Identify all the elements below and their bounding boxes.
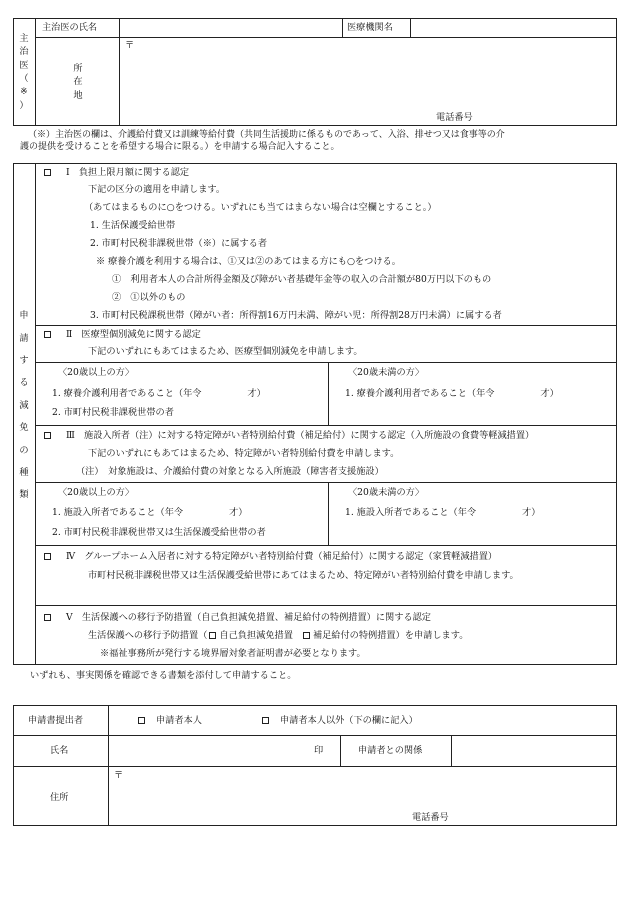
institution-field[interactable] [412,19,615,36]
section-3-under20-item[interactable]: 1. 施設入所者であること（年令 才） [345,507,541,518]
vertical-char: 医 [19,59,29,71]
submitter-self-checkbox[interactable] [138,717,145,724]
section-1-title: Ⅰ 負担上限月額に関する認定 [44,167,189,179]
section-5-line: 生活保護への移行予防措置（ 自己負担減免措置 補足給付の特例措置）を申請します。 [88,630,469,641]
seal-mark: 印 [314,745,324,756]
doctor-postal-mark: 〒 [125,40,135,51]
submitter-address-field[interactable] [110,782,615,810]
doctor-note: （※）主治医の欄は、介護給付費又は訓練等給付費（共同生活援助に係るものであって、入浴、排せつ又は食事等の介 [28,130,505,140]
section-3-checkbox[interactable] [44,432,51,439]
attachment-note: いずれも、事実関係を確認できる書類を添付して申請すること。 [30,670,297,681]
submitter-option-self[interactable]: 申請者本人 [138,715,202,727]
section-4-checkbox[interactable] [44,553,51,560]
vertical-char: 申 [19,310,29,322]
reduction-side-label [13,300,35,520]
vertical-char: る [19,377,29,389]
section-1-line: （あてはまるものに○をつける。いずれにも当てはまらない場合は空欄とすること。） [84,202,437,213]
section-3-over20-label: 〈20歳以上の方〉 [58,487,135,498]
section-2-line: 下記のいずれにもあてはまるため、医療型個別減免を申請します。 [88,346,363,357]
section-2-title: Ⅱ 医療型個別減免に関する認定 [44,329,201,341]
doctor-name-label: 主治医の氏名 [42,22,98,33]
submitter-address-label: 住所 [50,792,69,803]
vertical-char: 主 [19,32,29,44]
section-3-title: Ⅲ 施設入所者（注）に対する特定障がい者特別給付費（補足給付）に関する認定（入所施設の食費等軽減措置） [44,430,534,442]
doctor-address-field[interactable] [121,52,615,108]
section-1-checkbox[interactable] [44,169,51,176]
section-1-option[interactable]: 3. 市町村民税課税世帯（障がい者：所得割16万円未満、障がい児：所得割28万円未満）に属する者 [90,310,502,321]
section-3-under20-label: 〈20歳未満の方〉 [348,487,425,498]
section-2-under20-item[interactable]: 1. 療養介護利用者であること（年令 才） [345,388,559,399]
section-2-checkbox[interactable] [44,331,51,338]
vertical-char: （ [19,73,29,84]
submitter-other-checkbox[interactable] [262,717,269,724]
institution-label: 医療機関名 [347,22,393,33]
self-burden-checkbox[interactable] [209,632,216,639]
section-5-note: ※福祉事務所が発行する境界層対象者証明書が必要となります。 [100,648,366,659]
submitter-option-other[interactable]: 申請者本人以外（下の欄に記入） [262,715,418,727]
section-3-line: 下記のいずれにもあてはまるため、特定障がい者特別給付費を申請します。 [88,448,400,459]
vertical-char: 類 [19,489,29,501]
section-4-line: 市町村民税非課税世帯又は生活保護受給世帯にあてはまるため、特定障がい者特別給付費を申請します。 [88,570,519,581]
vertical-char: 種 [19,466,29,478]
section-5-checkbox[interactable] [44,614,51,621]
section-1-line: 下記の区分の適用を申請します。 [88,184,226,195]
section-1-line: ※ 療養介護を利用する場合は、①又は②のあてはまる方にも○をつける。 [96,256,401,267]
submitter-name-field[interactable] [110,736,310,765]
section-1-option[interactable]: ① 利用者本人の合計所得金額及び障がい者基礎年金等の収入の合計額が80万円以下のもの [112,274,492,285]
doctor-note-2: 護の提供を受けることを希望する場合に限る。）を申請する場合記入すること。 [20,142,340,152]
section-5-title: Ⅴ 生活保護への移行予防措置（自己負担減免措置、補足給付の特例措置）に関する認定 [44,612,431,624]
vertical-char: す [19,355,29,367]
section-1-option[interactable]: 1. 生活保護受給世帯 [90,220,176,231]
vertical-char: 減 [19,399,29,411]
section-1-option[interactable]: 2. 市町村民税非課税世帯（※）に属する者 [90,238,268,249]
submitter-phone-label: 電話番号 [412,812,449,823]
vertical-char: の [19,444,29,456]
relation-label: 申請者との関係 [358,745,423,756]
section-1-option[interactable]: ② ①以外のもの [112,292,186,303]
submitter-postal-mark: 〒 [114,770,124,781]
section-3-over20-item[interactable]: 1. 施設入所者であること（年令 才） [52,507,248,518]
section-2-under20-label: 〈20歳未満の方〉 [348,367,425,378]
vertical-char: 免 [19,422,29,434]
special-benefit-checkbox[interactable] [303,632,310,639]
vertical-char: 在 [73,76,83,88]
section-4-title: Ⅳ グループホーム入居者に対する特定障がい者特別給付費（補足給付）に関する認定（家賃軽減措置） [44,551,497,563]
section-2-over20-item[interactable]: 2. 市町村民税非課税世帯の者 [52,407,174,418]
vertical-char: 治 [19,46,29,58]
section-3-line: （注） 対象施設は、介護給付費の対象となる入所施設（障害者支援施設） [76,466,384,477]
doctor-name-field[interactable] [121,19,340,36]
doctor-phone-label: 電話番号 [436,112,473,123]
section-3-over20-item[interactable]: 2. 市町村民税非課税世帯又は生活保護受給世帯の者 [52,527,266,538]
vertical-char: 請 [19,332,29,344]
doctor-address-label [58,62,98,102]
vertical-char: ） [19,99,29,111]
doctor-side-label [13,18,35,126]
submitter-name-label: 氏名 [50,745,69,756]
vertical-char: ※ [20,86,28,98]
relation-field[interactable] [453,736,615,765]
vertical-char: 所 [73,62,83,74]
section-2-over20-item[interactable]: 1. 療養介護利用者であること（年令 才） [52,388,266,399]
section-2-over20-label: 〈20歳以上の方〉 [58,367,135,378]
vertical-char: 地 [73,89,83,101]
submitter-label: 申請書提出者 [28,715,84,726]
